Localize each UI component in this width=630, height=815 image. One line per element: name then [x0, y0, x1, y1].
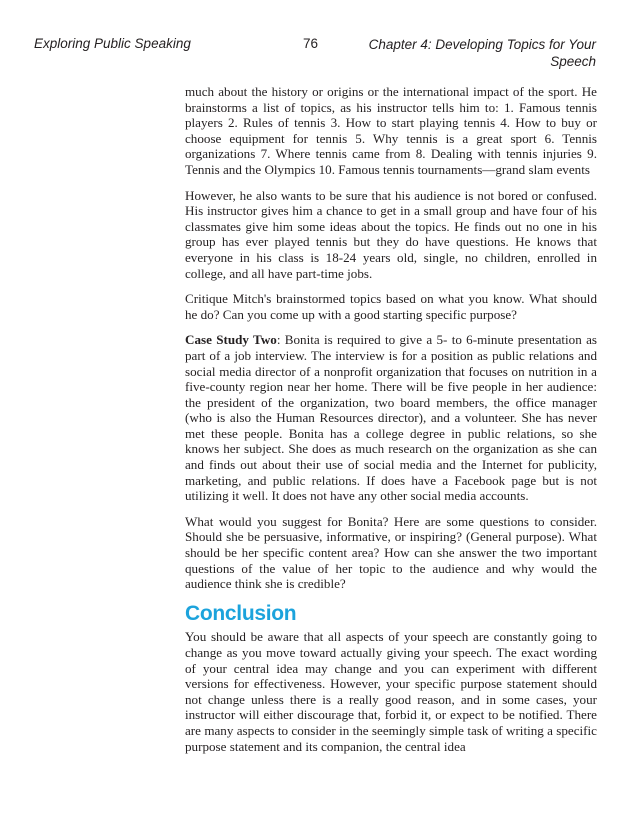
paragraph-audience: However, he also wants to be sure that his audience is not bored or confused. His instructor gives him a chance to get in a small group and have four of his classmates give him some ideas about the topics. He finds out no one in his group has ever played tennis but they do have questions. He knows that everyone in his class is 18-24 years old, single, no children, enrolled in college, and all have part-time jobs. [185, 187, 597, 281]
paragraph-tennis-topics: much about the history or origins or the international impact of the sport. He brainstorms a list of topics, as his instructor tells him to: 1. Famous tennis players 2. Rules of tennis 3. How to start playing tennis 4. How to buy or choose equipment for tennis 5. Why tennis is a great sport 6. Tennis organizations 7. Where tennis came from 8. Dealing with tennis injuries 9. Tennis and the Olympics 10. Famous tennis tournaments—grand slam events [185, 84, 597, 177]
book-title: Exploring Public Speaking [34, 36, 191, 51]
chapter-title: Chapter 4: Developing Topics for Your Speech [368, 37, 596, 69]
section-heading: Conclusion [185, 601, 297, 625]
paragraph-critique: Critique Mitch's brainstormed topics based on what you know. What should he do? Can you come up with a good starting specific purpose? [185, 291, 597, 322]
paragraph-case-study-two [185, 332, 597, 504]
paragraph-questions: What would you suggest for Bonita? Here are some questions to consider. Should she be persuasive, informative, or inspiring? (General purpose). What should be her specific content area? How can she answer the two important questions of the value of her topic to the audience and why would the audience think she is credible? [185, 513, 597, 592]
case-study-label: Case Study Two [185, 332, 277, 348]
paragraph-conclusion: You should be aware that all aspects of your speech are constantly going to change as you move toward actually giving your speech. The exact wording of your central idea may change and you can experiment with different versions for effectiveness. However, your specific purpose statement should not change unless there is a really good reason, and in some cases, your instructor will either discourage that, forbid it, or expect to be notified. There are many aspects to consider in the seemingly simple task of writing a specific purpose statement and its companion, the central idea [185, 629, 597, 754]
page-body [185, 84, 597, 764]
case-study-text: : Bonita is required to give a 5- to 6-minute presentation as part of a job interview. The interview is for a position as public relations and social media director of a nonprofit organization that focuses on nutrition in a five-county region near her home. There will be five people in her audience: the president of the organization, two board members, the office manager (who is also the Human Resources director), and a volunteer. She has never met these people. Bonita has a college degree in public relations, so she knows her subject. She does as much research on the organization as she can and finds out about their use of social media and the Internet for publicity, marketing, and public relations. If does have a Facebook page but is not utilizing it well. It does not have any other social media accounts. [185, 332, 597, 504]
running-header [0, 34, 630, 74]
page-number: 76 [303, 36, 319, 51]
